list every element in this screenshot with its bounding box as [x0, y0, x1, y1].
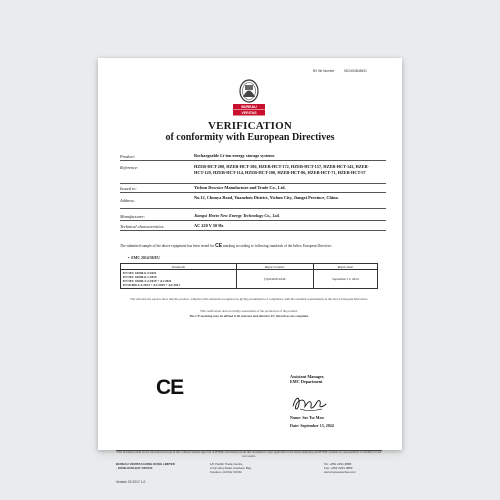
footer-company-line: BUREAU VERITAS HONG KONG LIMITED	[116, 462, 175, 466]
standards-cell	[121, 270, 237, 289]
field-divider	[120, 192, 386, 193]
signatory-title	[290, 374, 324, 384]
column-header-report-number: Report number	[236, 264, 313, 270]
footer-address	[210, 463, 252, 474]
directive-name: EMC 2014/30/EU	[131, 256, 160, 260]
issued-to-value: Yichun Dowsice Manufacture and Trade Co., Ltd.	[194, 185, 286, 190]
handwritten-signature	[290, 392, 330, 414]
production-note: This verification does not imply assessment of the production of the product.	[199, 309, 299, 313]
standard-item: EN IEC 61000-6-3:2021	[123, 271, 157, 275]
issued-to-label: Issued to:	[120, 186, 137, 191]
version-label: Version 03 2017 1.0	[116, 480, 146, 484]
product-value: Rechargeable Li-ion energy storage systems	[194, 153, 275, 158]
field-divider	[120, 208, 386, 209]
logo-text-bottom: VERITAS	[241, 111, 257, 116]
signatory-date: Date: September 13, 2024	[290, 423, 334, 428]
certificate-number-label: BV file Number	[313, 69, 335, 73]
footer-address-line: 2 Kai Hing Road, Kowloon Bay,	[210, 465, 252, 470]
technical-characteristics-label: Technical characteristics:	[120, 224, 165, 229]
signatory-title-line1: Assistant Manager,	[290, 374, 325, 379]
standard-item: EN 61000-3-3:2013 + A1:2019 + A2:2021	[123, 283, 180, 287]
standard-item: EN IEC 61000-3-2:2019 + A1:2021	[123, 279, 172, 283]
bureau-veritas-logo	[229, 78, 269, 120]
column-header-report-date: Report date	[313, 264, 377, 270]
signatory-name: Name: Sze Tse Mou	[290, 415, 324, 420]
footer-contact-line: Tel: +852 2331 0888	[324, 462, 352, 466]
directive-heading: • EMC 2014/30/EU	[128, 256, 160, 260]
field-divider	[120, 160, 386, 161]
ce-mark: CE	[156, 376, 184, 399]
ce-marking-note: The CE marking may be affixed if all relevant and effective EC Directives are complied.	[189, 314, 309, 318]
footer-contact-line: www.bureauveritas.com	[324, 469, 356, 474]
footer-disclaimer: This document shall not be reproduced except in full, without written approval of BVHK. Information from this document is only applicable to the tested sample(s) and BVHK assumes no responsibility or liability for the test results.	[116, 450, 382, 458]
field-divider	[120, 220, 386, 221]
product-label: Product:	[120, 154, 136, 159]
statement-text-1: The submitted sample of the above equipment has been tested for	[120, 244, 215, 248]
manufacturer-label: Manufacturer:	[120, 214, 146, 219]
address-value: No.12, Chunya Road, Yuanzhou District, Yichun City, Jiangxi Province, China.	[194, 195, 339, 200]
field-divider	[120, 230, 386, 231]
ce-inline-mark: CE	[215, 243, 223, 249]
address-label: Address:	[120, 198, 136, 203]
reference-label: Reference:	[120, 165, 139, 170]
footer-contact	[324, 463, 356, 474]
reference-value: HZEB-HCT-200, HZEB-HCT-186, HZEB-HCT-172, HZEB-HCT-157, HZEB-HCT-143, HZEB-HCT-129, HZEB-HCT-114, HZEB-HCT-100, HZEB-HCT-86, HZEB-HCT-71, HZEB-HCT-57	[194, 164, 369, 175]
footer-company-line: - KOWLOON BAY OFFICE	[116, 465, 153, 470]
report-number-cell: (5)224228-0249	[236, 270, 313, 289]
document-subtitle: of conformity with European Directives	[165, 132, 335, 143]
technical-characteristics-value: AC 220 V 50 Hz	[194, 223, 224, 228]
test-statement	[120, 244, 360, 249]
certificate-number-value: 5D24G0B48491	[344, 69, 367, 73]
standard-item: EN IEC 61000-6-1:2019	[123, 275, 157, 279]
certificate-document	[98, 58, 402, 484]
report-date-cell: September 13, 2024	[313, 270, 377, 289]
column-header-standards: Standards	[121, 264, 237, 270]
standards-table	[120, 263, 378, 289]
footer-contact-line: Fax: +852 2331 0889	[324, 465, 353, 470]
document-title: VERIFICATION	[207, 120, 293, 132]
table-row	[121, 270, 378, 289]
footer-address-line: 1/F Pacific Trade Centre,	[210, 462, 244, 466]
footer-address-line: Kowloon, HONG KONG	[210, 469, 242, 474]
compliance-note: The referred test reports show that the product complies with standards recognized as giving presumption of compliance with the essential requirements in the above European Directives.	[130, 297, 368, 301]
footer-company	[116, 463, 175, 471]
signatory-title-line2: EMC Department	[290, 379, 323, 385]
logo-text-top: BUREAU	[241, 105, 257, 110]
statement-text-2: marking according to following standards of the below European Directive:	[222, 244, 332, 248]
manufacturer-value: Jiangxi Horto New Energy Technology Co., Ltd.	[194, 213, 280, 218]
field-divider	[120, 183, 386, 184]
